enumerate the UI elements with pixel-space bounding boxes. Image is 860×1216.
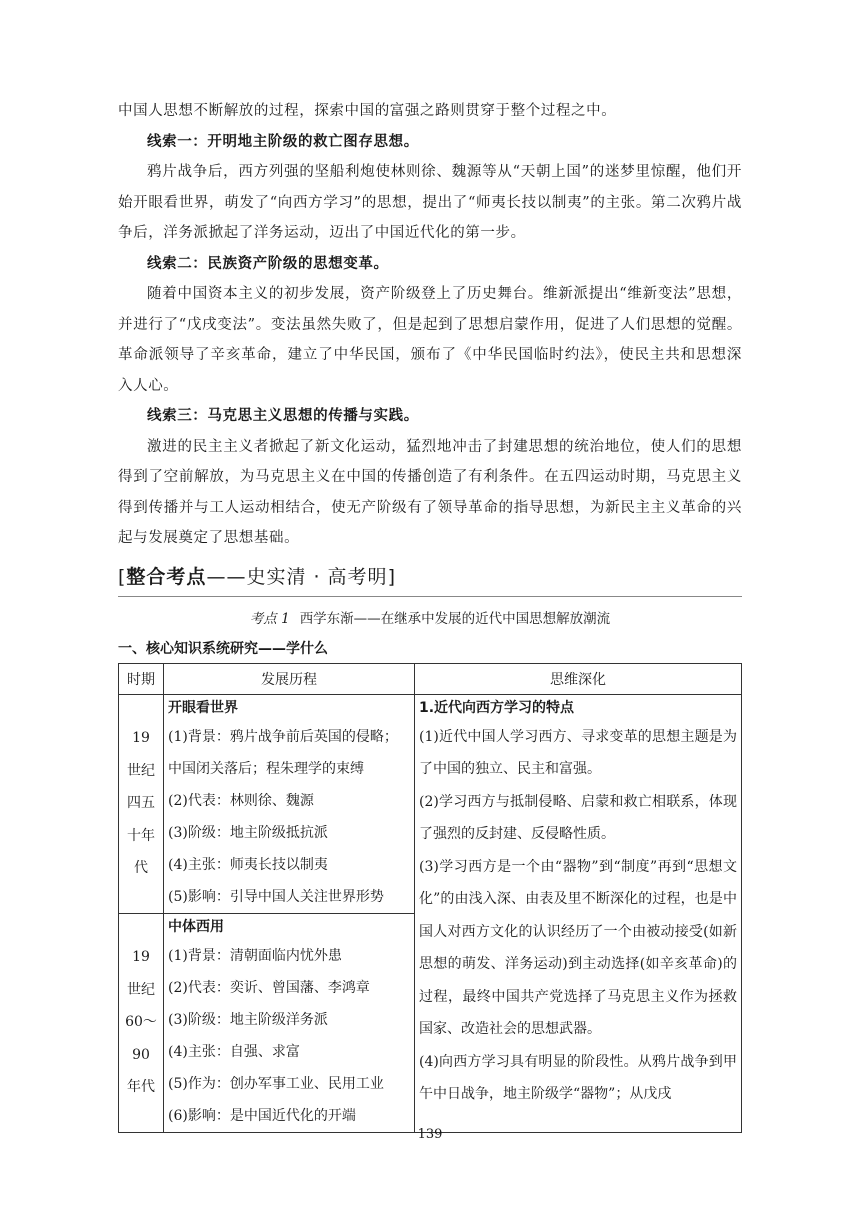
- stage-title: 中体西用: [168, 918, 224, 935]
- banner-heading: [118, 562, 396, 589]
- banner-sub: 史实清 · 高考明: [246, 565, 388, 588]
- dev-item: (5)作为：创办军事工业、民用工业: [168, 1075, 384, 1092]
- clue-3-title: 线索三：马克思主义思想的传播与实践。: [147, 408, 419, 424]
- kaodian-label: 考点 1: [249, 610, 290, 627]
- header-development: 发展历程: [164, 663, 415, 694]
- kaodian-heading: [118, 609, 742, 629]
- dev-item: (1)背景：清朝面临内忧外患: [168, 947, 342, 964]
- dev-item: (4)主张：自强、求富: [168, 1043, 300, 1060]
- clue-1-text: 鸦片战争后，西方列强的坚船利炮使林则徐、魏源等从“天朝上国”的迷梦里惊醒，他们开始开眼看世界，萌发了“向西方学习”的思想，提出了“师夷长技以制夷”的主张。第二次鸦片战争后，洋务派掀起了洋务运动，迈出了中国近代化的第一步。: [118, 164, 742, 241]
- thinking-item: (1)近代中国人学习西方、寻求变革的思想主题是为了中国的独立、民主和富强。: [419, 728, 737, 777]
- development-cell: [164, 694, 415, 913]
- thinking-item: (4)向西方学习具有明显的阶段性。从鸦片战争到甲午中日战争，地主阶级学“器物”；从戊戌: [419, 1053, 737, 1102]
- period-line: 90: [132, 1046, 150, 1063]
- stage-title: 开眼看世界: [168, 699, 238, 716]
- banner-dash: ——: [206, 565, 247, 588]
- period-line: 四五: [127, 795, 155, 812]
- thinking-item: (2)学习西方与抵制侵略、启蒙和救亡相联系，体现了强烈的反封建、反侵略性质。: [419, 793, 737, 842]
- table-row: [119, 694, 742, 913]
- section-banner: [118, 558, 742, 597]
- header-period: 时期: [119, 663, 164, 694]
- clue-1-title: 线索一：开明地主阶级的救亡图存思想。: [147, 133, 419, 150]
- knowledge-table: [118, 663, 742, 1133]
- period-line: 60～: [125, 1014, 157, 1031]
- dev-item: (6)影响：是中国近代化的开端: [168, 1107, 356, 1124]
- period-line: 世纪: [127, 762, 155, 779]
- banner-main: 整合考点: [126, 565, 207, 588]
- document-page: [118, 96, 742, 1133]
- banner-bracket-right: ]: [387, 565, 396, 588]
- period-line: 十年: [127, 827, 155, 844]
- dev-item: (4)主张：师夷长技以制夷: [168, 856, 328, 873]
- period-line: 世纪: [127, 981, 155, 998]
- intro-line: 中国人思想不断解放的过程，探索中国的富强之路则贯穿于整个过程之中。: [118, 103, 617, 119]
- clue-2-title: 线索二：民族资产阶级的思想变革。: [147, 255, 389, 272]
- period-cell: [119, 694, 164, 913]
- thinking-item: (3)学习西方是一个由“器物”到“制度”再到“思想文化”的由浅入深、由表及里不断深化的过程，也是中国人对西方文化的认识经历了一个由被动接受(如新思想的萌发、洋务运动)到主动选择(如辛亥革命)的过程，最终中国共产党选择了马克思主义作为拯救国家、改造社会的思想武器。: [419, 858, 737, 1037]
- page-number: 139: [417, 1127, 443, 1142]
- development-cell: [164, 913, 415, 1132]
- header-thinking: 思维深化: [415, 663, 742, 694]
- banner-bracket-left: [: [118, 565, 127, 588]
- clue-3-text: 激进的民主主义者掀起了新文化运动，猛烈地冲击了封建思想的统治地位，使人们的思想得到了空前解放，为马克思主义在中国的传播创造了有利条件。在五四运动时期，马克思主义得到传播并与工人运动相结合，使无产阶级有了领导革命的指导思想，为新民主主义革命的兴起与发展奠定了思想基础。: [118, 438, 742, 546]
- dev-item: (5)影响：引导中国人关注世界形势: [168, 888, 384, 905]
- period-line: 19: [132, 730, 150, 747]
- clue-2-text: 随着中国资本主义的初步发展，资产阶级登上了历史舞台。维新派提出“维新变法”思想，并进行了“戊戌变法”。变法虽然失败了，但是起到了思想启蒙作用，促进了人们思想的觉醒。革命派领导了辛亥革命，建立了中华民国，颁布了《中华民国临时约法》，使民主共和思想深入人心。: [118, 286, 742, 394]
- period-cell: [119, 913, 164, 1132]
- dev-item: (2)代表：奕䜣、曾国藩、李鸿章: [168, 979, 370, 996]
- thinking-cell: [415, 694, 742, 1132]
- kaodian-title: 西学东渐——在继承中发展的近代中国思想解放潮流: [299, 610, 611, 627]
- period-line: 年代: [127, 1079, 155, 1096]
- dev-item: (1)背景：鸦片战争前后英国的侵略；中国闭关落后；程朱理学的束缚: [168, 728, 398, 777]
- dev-item: (2)代表：林则徐、魏源: [168, 792, 314, 809]
- period-line: 代: [134, 860, 148, 877]
- dev-item: (3)阶级：地主阶级抵抗派: [168, 824, 328, 841]
- thinking-title: 1.近代向西方学习的特点: [419, 699, 575, 716]
- table-header-row: [119, 663, 742, 694]
- period-line: 19: [132, 949, 150, 966]
- section-title: 一、核心知识系统研究——学什么: [118, 640, 328, 657]
- dev-item: (3)阶级：地主阶级洋务派: [168, 1011, 328, 1028]
